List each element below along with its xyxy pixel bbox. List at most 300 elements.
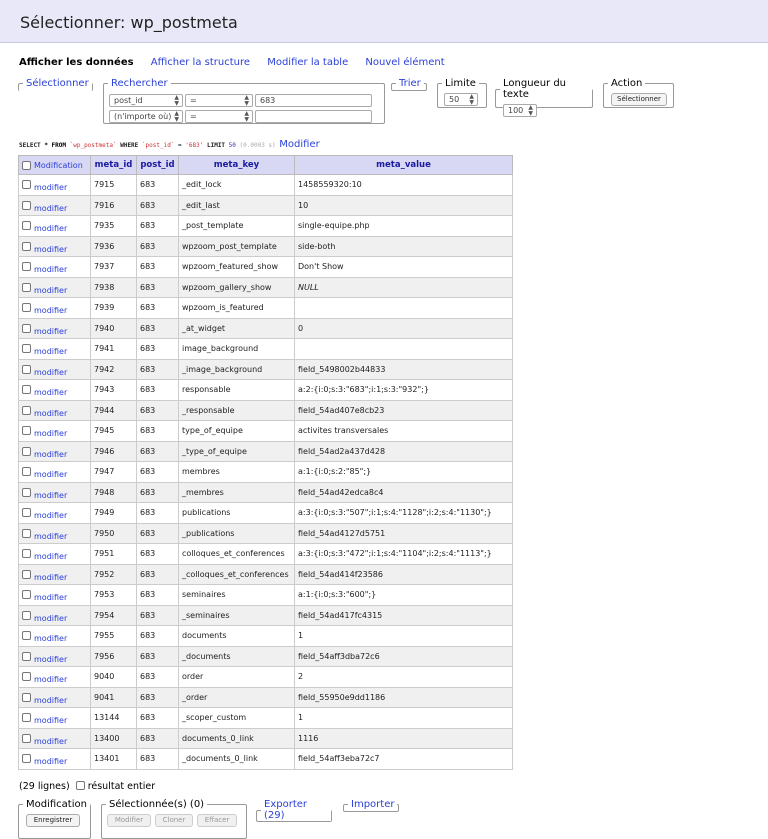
row-edit-link[interactable]: modifier — [34, 408, 68, 418]
row-modification-cell — [19, 646, 91, 667]
meta-key-cell: _edit_lock — [179, 175, 295, 196]
meta-key-cell: _colloques_et_conferences — [179, 564, 295, 585]
row-checkbox[interactable] — [22, 754, 31, 763]
meta-value-cell: side-both — [295, 236, 513, 257]
row-checkbox[interactable] — [22, 242, 31, 251]
table-row — [19, 421, 513, 442]
import-legend[interactable]: Importer — [351, 799, 395, 810]
post-id-cell: 683 — [137, 175, 179, 196]
meta-id-cell: 9040 — [91, 667, 137, 688]
meta-id-cell: 7941 — [91, 339, 137, 360]
meta-key-cell: membres — [179, 462, 295, 483]
table-row — [19, 482, 513, 503]
search-operator-select-1[interactable] — [185, 94, 253, 107]
table-row — [19, 277, 513, 298]
meta-value-cell: a:1:{i:0;s:2:"85";} — [295, 462, 513, 483]
meta-id-header[interactable]: meta_id — [91, 156, 137, 175]
meta-value-cell: 1116 — [295, 728, 513, 749]
row-checkbox[interactable] — [22, 283, 31, 292]
meta-id-cell: 7946 — [91, 441, 137, 462]
row-modification-cell — [19, 175, 91, 196]
row-modification-cell — [19, 359, 91, 380]
meta-id-cell: 7937 — [91, 257, 137, 278]
meta-value-cell: Don't Show — [295, 257, 513, 278]
table-row — [19, 257, 513, 278]
table-row — [19, 359, 513, 380]
row-edit-link[interactable]: modifier — [34, 183, 68, 193]
meta-key-cell: _order — [179, 687, 295, 708]
post-id-cell: 683 — [137, 339, 179, 360]
row-edit-link[interactable]: modifier — [34, 470, 68, 480]
row-modification-cell — [19, 523, 91, 544]
meta-id-cell: 7938 — [91, 277, 137, 298]
limit-fieldset — [437, 78, 487, 108]
text-length-input[interactable] — [503, 104, 537, 117]
post-id-cell: 683 — [137, 441, 179, 462]
row-checkbox[interactable] — [22, 611, 31, 620]
search-column-select-1[interactable] — [109, 94, 183, 107]
meta-value-cell: 1 — [295, 626, 513, 647]
meta-id-cell: 7947 — [91, 462, 137, 483]
row-edit-link[interactable]: modifier — [34, 285, 68, 295]
row-modification-cell — [19, 585, 91, 606]
meta-key-cell: _post_template — [179, 216, 295, 237]
meta-key-cell: _edit_last — [179, 195, 295, 216]
action-legend: Action — [611, 78, 643, 89]
search-operator-1-value: = — [190, 96, 197, 105]
meta-value-cell: field_54aff3eba72c7 — [295, 749, 513, 770]
modification-header — [19, 156, 91, 175]
meta-key-cell: documents — [179, 626, 295, 647]
table-row — [19, 523, 513, 544]
clone-selected-button[interactable]: Cloner — [155, 814, 193, 827]
chevron-up-down-icon: ▲ ▼ — [174, 94, 179, 107]
row-edit-link[interactable]: modifier — [34, 449, 68, 459]
post-id-cell: 683 — [137, 544, 179, 565]
post-id-cell: 683 — [137, 728, 179, 749]
select-columns-fieldset — [18, 78, 93, 91]
meta-value-cell: 2 — [295, 667, 513, 688]
selected-legend: Sélectionnée(s) (0) — [109, 799, 205, 810]
sql-edit-link[interactable]: Modifier — [279, 139, 320, 150]
row-checkbox[interactable] — [22, 467, 31, 476]
sql-query — [19, 139, 320, 150]
meta-id-cell: 7942 — [91, 359, 137, 380]
table-row — [19, 564, 513, 585]
row-modification-cell — [19, 441, 91, 462]
meta-key-cell: wpzoom_post_template — [179, 236, 295, 257]
table-nav — [19, 57, 459, 71]
meta-value-cell: field_54aff3dba72c6 — [295, 646, 513, 667]
meta-id-cell: 13400 — [91, 728, 137, 749]
modification-legend: Modification — [26, 799, 87, 810]
meta-key-cell: _image_background — [179, 359, 295, 380]
table-row — [19, 339, 513, 360]
meta-key-cell: _at_widget — [179, 318, 295, 339]
row-checkbox[interactable] — [22, 262, 31, 271]
meta-id-cell: 13144 — [91, 708, 137, 729]
row-modification-cell — [19, 749, 91, 770]
select-all-checkbox[interactable] — [22, 161, 31, 170]
meta-key-cell: wpzoom_is_featured — [179, 298, 295, 319]
row-modification-cell — [19, 318, 91, 339]
meta-key-cell: _membres — [179, 482, 295, 503]
meta-id-cell: 9041 — [91, 687, 137, 708]
meta-id-cell: 7949 — [91, 503, 137, 524]
nav-show-structure-link[interactable]: Afficher la structure — [150, 57, 251, 68]
nav-alter-table-link[interactable]: Modifier la table — [267, 57, 349, 68]
save-button[interactable]: Enregistrer — [26, 814, 80, 827]
row-checkbox[interactable] — [22, 406, 31, 415]
post-id-cell: 683 — [137, 667, 179, 688]
row-modification-cell — [19, 339, 91, 360]
post-id-cell: 683 — [137, 749, 179, 770]
table-row — [19, 236, 513, 257]
row-edit-link[interactable]: modifier — [34, 429, 68, 439]
full-result-label[interactable]: résultat entier — [87, 781, 156, 792]
sort-legend[interactable]: Trier — [399, 78, 421, 89]
search-value-1-text: 683 — [260, 96, 276, 105]
sql-where: WHERE — [120, 142, 139, 149]
table-row — [19, 462, 513, 483]
search-column-select-2[interactable] — [109, 110, 183, 123]
table-body — [19, 175, 513, 770]
post-id-cell: 683 — [137, 195, 179, 216]
table-row — [19, 585, 513, 606]
row-modification-cell — [19, 482, 91, 503]
row-edit-link[interactable]: modifier — [34, 265, 68, 275]
action-fieldset — [603, 78, 674, 108]
meta-value-cell: a:3:{i:0;s:3:"507";i:1;s:4:"1128";i:2;s:4:"1130";} — [295, 503, 513, 524]
meta-key-cell: type_of_equipe — [179, 421, 295, 442]
table-row — [19, 380, 513, 401]
meta-key-cell: _seminaires — [179, 605, 295, 626]
meta-value-cell: field_54ad42edca8c4 — [295, 482, 513, 503]
post-id-cell: 683 — [137, 298, 179, 319]
row-checkbox[interactable] — [22, 324, 31, 333]
meta-id-cell: 7936 — [91, 236, 137, 257]
chevron-up-down-icon: ▲ ▼ — [174, 110, 179, 123]
row-edit-link[interactable]: modifier — [34, 347, 68, 357]
row-edit-link[interactable]: modifier — [34, 572, 68, 582]
row-checkbox[interactable] — [22, 529, 31, 538]
row-edit-link[interactable]: modifier — [34, 326, 68, 336]
select-columns-legend[interactable]: Sélectionner — [26, 78, 89, 89]
sql-from: * FROM — [44, 142, 66, 149]
row-edit-link[interactable]: modifier — [34, 695, 68, 705]
meta-value-cell — [295, 298, 513, 319]
meta-key-cell: _publications — [179, 523, 295, 544]
row-checkbox[interactable] — [22, 426, 31, 435]
row-modification-cell — [19, 503, 91, 524]
meta-value-cell: 1458559320:10 — [295, 175, 513, 196]
post-id-cell: 683 — [137, 380, 179, 401]
row-checkbox[interactable] — [22, 385, 31, 394]
row-checkbox[interactable] — [22, 201, 31, 210]
nav-new-item-link[interactable]: Nouvel élément — [365, 57, 445, 68]
row-edit-link[interactable]: modifier — [34, 367, 68, 377]
row-edit-link[interactable]: modifier — [34, 613, 68, 623]
limit-legend: Limite — [445, 78, 476, 89]
table-row — [19, 216, 513, 237]
row-edit-link[interactable]: modifier — [34, 306, 68, 316]
meta-value-cell: field_54ad414f23586 — [295, 564, 513, 585]
row-checkbox[interactable] — [22, 221, 31, 230]
post-id-header[interactable]: post_id — [137, 156, 179, 175]
row-modification-cell — [19, 298, 91, 319]
sql-table: `wp_postmeta` — [69, 142, 117, 149]
meta-key-cell: publications — [179, 503, 295, 524]
nav-show-data-link[interactable]: Afficher les données — [19, 57, 134, 68]
post-id-cell: 683 — [137, 400, 179, 421]
row-edit-link[interactable]: modifier — [34, 716, 68, 726]
modification-header-label[interactable]: Modification — [34, 160, 83, 170]
meta-key-cell: responsable — [179, 380, 295, 401]
row-checkbox[interactable] — [22, 447, 31, 456]
row-edit-link[interactable]: modifier — [34, 593, 68, 603]
table-row — [19, 605, 513, 626]
meta-key-cell: seminaires — [179, 585, 295, 606]
row-checkbox[interactable] — [22, 180, 31, 189]
row-modification-cell — [19, 380, 91, 401]
row-checkbox[interactable] — [22, 713, 31, 722]
sql-column: `post_id` — [141, 142, 175, 149]
post-id-cell: 683 — [137, 421, 179, 442]
meta-value-cell: field_54ad407e8cb23 — [295, 400, 513, 421]
meta-id-cell: 7954 — [91, 605, 137, 626]
row-checkbox[interactable] — [22, 590, 31, 599]
meta-key-cell: order — [179, 667, 295, 688]
limit-value: 50 — [449, 95, 460, 104]
row-edit-link[interactable]: modifier — [34, 224, 68, 234]
table-row — [19, 298, 513, 319]
row-edit-link[interactable]: modifier — [34, 736, 68, 746]
row-edit-link[interactable]: modifier — [34, 675, 68, 685]
post-id-cell: 683 — [137, 482, 179, 503]
row-edit-link[interactable]: modifier — [34, 203, 68, 213]
row-modification-cell — [19, 626, 91, 647]
row-edit-link[interactable]: modifier — [34, 511, 68, 521]
row-checkbox[interactable] — [22, 488, 31, 497]
row-checkbox[interactable] — [22, 508, 31, 517]
post-id-cell: 683 — [137, 585, 179, 606]
meta-id-cell: 7939 — [91, 298, 137, 319]
post-id-cell: 683 — [137, 216, 179, 237]
edit-selected-button[interactable]: Modifier — [107, 814, 151, 827]
meta-value-cell: single-equipe.php — [295, 216, 513, 237]
meta-value-cell: a:3:{i:0;s:3:"472";i:1;s:4:"1104";i:2;s:4:"1113";} — [295, 544, 513, 565]
table-row — [19, 318, 513, 339]
meta-id-cell: 7915 — [91, 175, 137, 196]
table-row — [19, 626, 513, 647]
table-row — [19, 195, 513, 216]
meta-value-cell: a:1:{i:0;s:3:"600";} — [295, 585, 513, 606]
meta-value-cell: a:2:{i:0;s:3:"683";i:1;s:3:"932";} — [295, 380, 513, 401]
meta-value-cell: field_54ad2a437d428 — [295, 441, 513, 462]
text-length-legend: Longueur du texte — [503, 78, 567, 100]
meta-id-cell: 7948 — [91, 482, 137, 503]
search-operator-select-2[interactable] — [185, 110, 253, 123]
meta-key-cell: wpzoom_gallery_show — [179, 277, 295, 298]
post-id-cell: 683 — [137, 646, 179, 667]
result-summary — [19, 781, 155, 792]
page-title: Sélectionner: wp_postmeta — [20, 13, 238, 32]
post-id-cell: 683 — [137, 626, 179, 647]
table-row — [19, 667, 513, 688]
sql-time: (0.0003 s) — [239, 142, 276, 149]
table-row — [19, 175, 513, 196]
row-modification-cell — [19, 236, 91, 257]
meta-value-cell: field_54ad417fc4315 — [295, 605, 513, 626]
row-checkbox[interactable] — [22, 570, 31, 579]
results-table — [18, 155, 513, 770]
select-submit-button[interactable]: Sélectionner — [611, 93, 667, 106]
post-id-cell: 683 — [137, 359, 179, 380]
meta-value-cell: field_55950e9dd1186 — [295, 687, 513, 708]
row-modification-cell — [19, 728, 91, 749]
row-edit-link[interactable]: modifier — [34, 244, 68, 254]
sql-keyword: SELECT — [19, 142, 41, 149]
row-modification-cell — [19, 667, 91, 688]
sql-limit-n: 50 — [228, 142, 236, 149]
chevron-up-down-icon: ▲ ▼ — [469, 93, 474, 106]
export-fieldset — [256, 799, 332, 822]
meta-key-cell: wpzoom_featured_show — [179, 257, 295, 278]
row-checkbox[interactable] — [22, 549, 31, 558]
meta-id-cell: 7955 — [91, 626, 137, 647]
sql-value: '683' — [185, 142, 204, 149]
search-column-1-value: post_id — [114, 96, 143, 105]
row-modification-cell — [19, 687, 91, 708]
meta-id-cell: 7953 — [91, 585, 137, 606]
meta-id-cell: 7916 — [91, 195, 137, 216]
meta-id-cell: 7956 — [91, 646, 137, 667]
table-row — [19, 708, 513, 729]
row-edit-link[interactable]: modifier — [34, 490, 68, 500]
row-modification-cell — [19, 400, 91, 421]
table-row — [19, 646, 513, 667]
row-checkbox[interactable] — [22, 734, 31, 743]
post-id-cell: 683 — [137, 523, 179, 544]
meta-id-cell: 7944 — [91, 400, 137, 421]
meta-id-cell: 7951 — [91, 544, 137, 565]
meta-id-cell: 7943 — [91, 380, 137, 401]
export-legend[interactable]: Exporter (29) — [264, 799, 307, 821]
row-modification-cell — [19, 708, 91, 729]
row-modification-cell — [19, 216, 91, 237]
meta-value-cell — [295, 339, 513, 360]
post-id-cell: 683 — [137, 503, 179, 524]
post-id-cell: 683 — [137, 708, 179, 729]
search-column-2-value: (n'importe où) — [114, 112, 172, 121]
post-id-cell: 683 — [137, 605, 179, 626]
row-checkbox[interactable] — [22, 652, 31, 661]
search-legend[interactable]: Rechercher — [111, 78, 168, 89]
meta-id-cell: 13401 — [91, 749, 137, 770]
row-modification-cell — [19, 257, 91, 278]
row-checkbox[interactable] — [22, 365, 31, 374]
meta-value-cell: 1 — [295, 708, 513, 729]
search-value-input-2[interactable] — [255, 110, 372, 123]
meta-key-cell: colloques_et_conferences — [179, 544, 295, 565]
meta-value-cell: 0 — [295, 318, 513, 339]
row-modification-cell — [19, 462, 91, 483]
selected-fieldset — [101, 799, 247, 839]
table-row — [19, 503, 513, 524]
meta-key-cell: _type_of_equipe — [179, 441, 295, 462]
table-row — [19, 687, 513, 708]
meta-value-cell: field_54ad4127d5751 — [295, 523, 513, 544]
meta-value-cell: 10 — [295, 195, 513, 216]
row-modification-cell — [19, 195, 91, 216]
meta-id-cell: 7952 — [91, 564, 137, 585]
meta-key-header[interactable]: meta_key — [179, 156, 295, 175]
meta-key-cell: documents_0_link — [179, 728, 295, 749]
meta-value-cell: activites transversales — [295, 421, 513, 442]
page-header — [0, 0, 768, 43]
post-id-cell: 683 — [137, 462, 179, 483]
row-checkbox[interactable] — [22, 303, 31, 312]
search-operator-2-value: = — [190, 112, 197, 121]
meta-key-cell: _responsable — [179, 400, 295, 421]
meta-key-cell: _documents_0_link — [179, 749, 295, 770]
meta-value-header[interactable]: meta_value — [295, 156, 513, 175]
meta-value-cell: NULL — [295, 277, 513, 298]
row-edit-link[interactable]: modifier — [34, 757, 68, 767]
meta-id-cell: 7940 — [91, 318, 137, 339]
meta-key-cell: image_background — [179, 339, 295, 360]
meta-key-cell: _documents — [179, 646, 295, 667]
sql-limit: LIMIT — [206, 142, 226, 149]
meta-id-cell: 7945 — [91, 421, 137, 442]
table-row — [19, 728, 513, 749]
row-edit-link[interactable]: modifier — [34, 531, 68, 541]
table-row — [19, 441, 513, 462]
limit-input[interactable] — [444, 93, 478, 106]
post-id-cell: 683 — [137, 687, 179, 708]
delete-selected-button[interactable]: Effacer — [197, 814, 237, 827]
post-id-cell: 683 — [137, 257, 179, 278]
row-count: (29 lignes) — [19, 781, 70, 792]
chevron-up-down-icon: ▲ ▼ — [244, 94, 249, 107]
row-edit-link[interactable]: modifier — [34, 552, 68, 562]
table-row — [19, 749, 513, 770]
row-edit-link[interactable]: modifier — [34, 634, 68, 644]
row-checkbox[interactable] — [22, 344, 31, 353]
chevron-up-down-icon: ▲ ▼ — [528, 104, 533, 117]
row-checkbox[interactable] — [22, 693, 31, 702]
row-edit-link[interactable]: modifier — [34, 654, 68, 664]
row-edit-link[interactable]: modifier — [34, 388, 68, 398]
post-id-cell: 683 — [137, 564, 179, 585]
row-modification-cell — [19, 421, 91, 442]
meta-id-cell: 7935 — [91, 216, 137, 237]
row-modification-cell — [19, 605, 91, 626]
text-length-value: 100 — [508, 106, 524, 115]
full-result-checkbox[interactable] — [76, 781, 85, 790]
modification-fieldset — [18, 799, 91, 839]
search-fieldset — [103, 78, 385, 124]
chevron-up-down-icon: ▲ ▼ — [244, 110, 249, 123]
row-modification-cell — [19, 277, 91, 298]
table-header-row — [19, 156, 513, 175]
table-row — [19, 400, 513, 421]
row-checkbox[interactable] — [22, 672, 31, 681]
row-checkbox[interactable] — [22, 631, 31, 640]
row-modification-cell — [19, 564, 91, 585]
meta-key-cell: _scoper_custom — [179, 708, 295, 729]
search-value-input-1[interactable] — [255, 94, 372, 107]
